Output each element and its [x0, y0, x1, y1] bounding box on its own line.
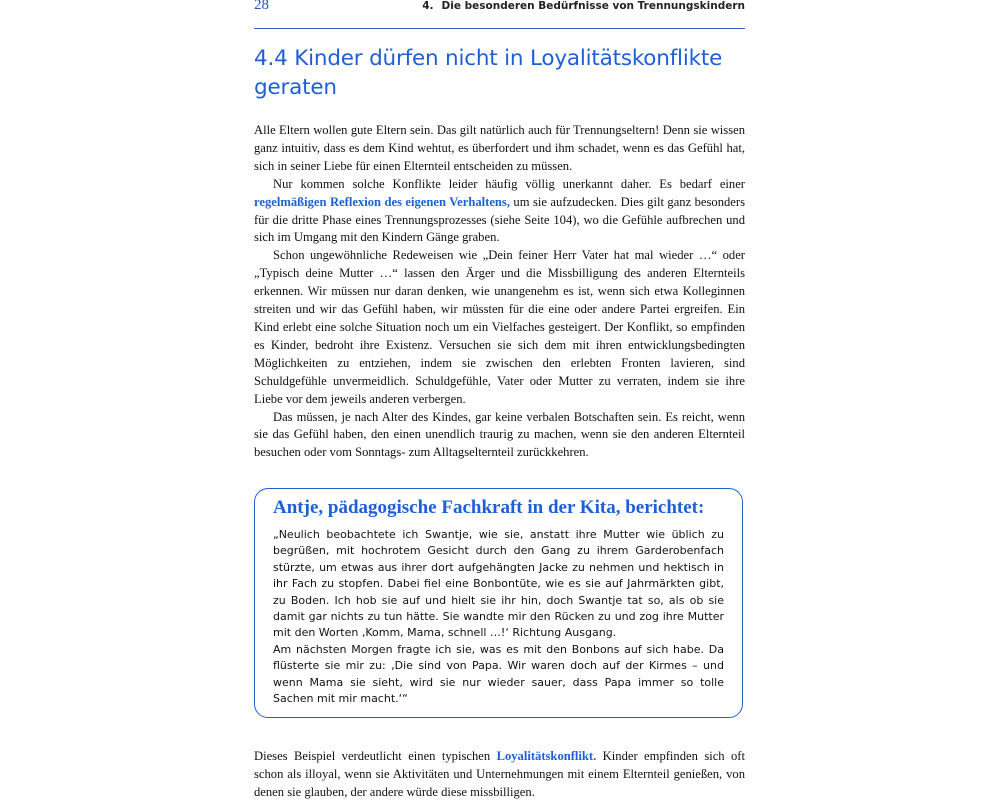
- chapter-reference: [422, 0, 745, 15]
- body-text: [254, 122, 745, 462]
- header-divider: [254, 28, 745, 29]
- keyword-reflexion: regelmäßigen Reflexion des eigenen Verhaltens,: [254, 194, 510, 209]
- quote-box: [254, 488, 743, 718]
- paragraph-4: Das müssen, je nach Alter des Kindes, gar keine verbalen Botschaften sein. Es reicht, wenn sie das Gefühl haben, den einen unendlich traurig zu machen, wenn sie den anderen Elternteil besuchen oder vom Sonntags- zum Alltagselternteil zurückkehren.: [254, 409, 745, 460]
- chapter-number: 4.: [422, 0, 434, 12]
- quote-box-title: Antje, pädagogische Fachkraft in der Kita, berichtet:: [273, 497, 705, 518]
- closing-text: [254, 748, 745, 802]
- paragraph-1: Alle Eltern wollen gute Eltern sein. Das gilt natürlich auch für Trennungseltern! Denn sie wissen ganz intuitiv, dass es dem Kind wehtut, es überfordert und ihm schadet, wenn es das Gefühl hat, sich in seiner Liebe für einen Elternteil entscheiden zu müssen.: [254, 123, 745, 173]
- chapter-title: Die besonderen Bedürfnisse von Trennungskindern: [441, 0, 745, 12]
- quote-paragraph-2: Am nächsten Morgen fragte ich sie, was es mit den Bonbons auf sich habe. Da flüsterte sie mir zu: ‚Die sind von Papa. Wir waren doch auf der Kirmes – und wenn Mama sie sieht, wird sie nur wieder sauer, dass Papa immer so tolle Sachen mit mir macht.‘“: [273, 642, 724, 706]
- closing-paragraph: Dieses Beispiel verdeutlicht einen typischen Loyalitätskonflikt. Kinder empfinden sich oft schon als illoyal, wenn sie Aktivitäten und Unternehmungen mit einem Elternteil genießen, von denen sie glauben, der andere würde diese missbilligen.: [254, 749, 745, 799]
- keyword-loyalitaetskonflikt: Loyalitätskonflikt.: [496, 749, 597, 763]
- paragraph-2: Nur kommen solche Konflikte leider häufig völlig unerkannt daher. Es bedarf einer regelmäßigen Reflexion des eigenen Verhaltens, um sie aufzudecken. Dies gilt ganz besonders für die dritte Phase eines Trennungsprozesses (siehe Seite 104), wo die Gefühle aufbrechen und sich im Umgang mit den Kindern Gänge graben.: [254, 176, 745, 245]
- section-title: 4.4 Kinder dürfen nicht in Loyalitätskonflikte geraten: [254, 46, 723, 100]
- quote-paragraph-1: „Neulich beobachtete ich Swantje, wie sie, anstatt ihre Mutter wie üblich zu begrüßen, mit hochrotem Gesicht durch den Gang zu ihrem Garderobenfach stürzte, um etwas aus ihrer dort aufgehängten Jacke zu nehmen und hektisch in ihr Fach zu stopfen. Dabei fiel eine Bonbontüte, wie es sie auf Jahrmärkten gibt, zu Boden. Ich hob sie auf und hielt sie ihr hin, doch Swantje tat so, als ob sie damit gar nichts zu tun hätte. Sie wandte mir den Rücken zu und zog ihre Mutter mit den Worten ‚Komm, Mama, schnell …!‘ Richtung Ausgang.: [273, 528, 724, 640]
- book-page: [254, 0, 745, 800]
- page-number: 28: [254, 0, 269, 13]
- running-head: [254, 0, 745, 24]
- paragraph-3: Schon ungewöhnliche Redeweisen wie „Dein feiner Herr Vater hat mal wieder …“ oder „Typisch deine Mutter …“ lassen den Ärger und die Missbilligung des anderen Elternteils erkennen. Wir müssen nur daran denken, wie unangenehm es ist, wenn sich etwa Kolleginnen streiten und wir das Gefühl haben, wir müssten für die eine oder andere Partei ergreifen. Ein Kind erlebt eine solche Situation noch um ein Vielfaches gesteigert. Der Konflikt, so empfinden es Kinder, bedroht ihre Existenz. Versuchen sie sich dem mit ihren entwicklungsbedingten Möglichkeiten zu entziehen, indem sie zwischen den erlebten Fronten lavieren, sind Schuldgefühle unvermeidlich. Schuldgefühle, Vater oder Mutter zu verraten, indem sie ihre Liebe vor dem jeweils anderen verbergen.: [254, 248, 745, 406]
